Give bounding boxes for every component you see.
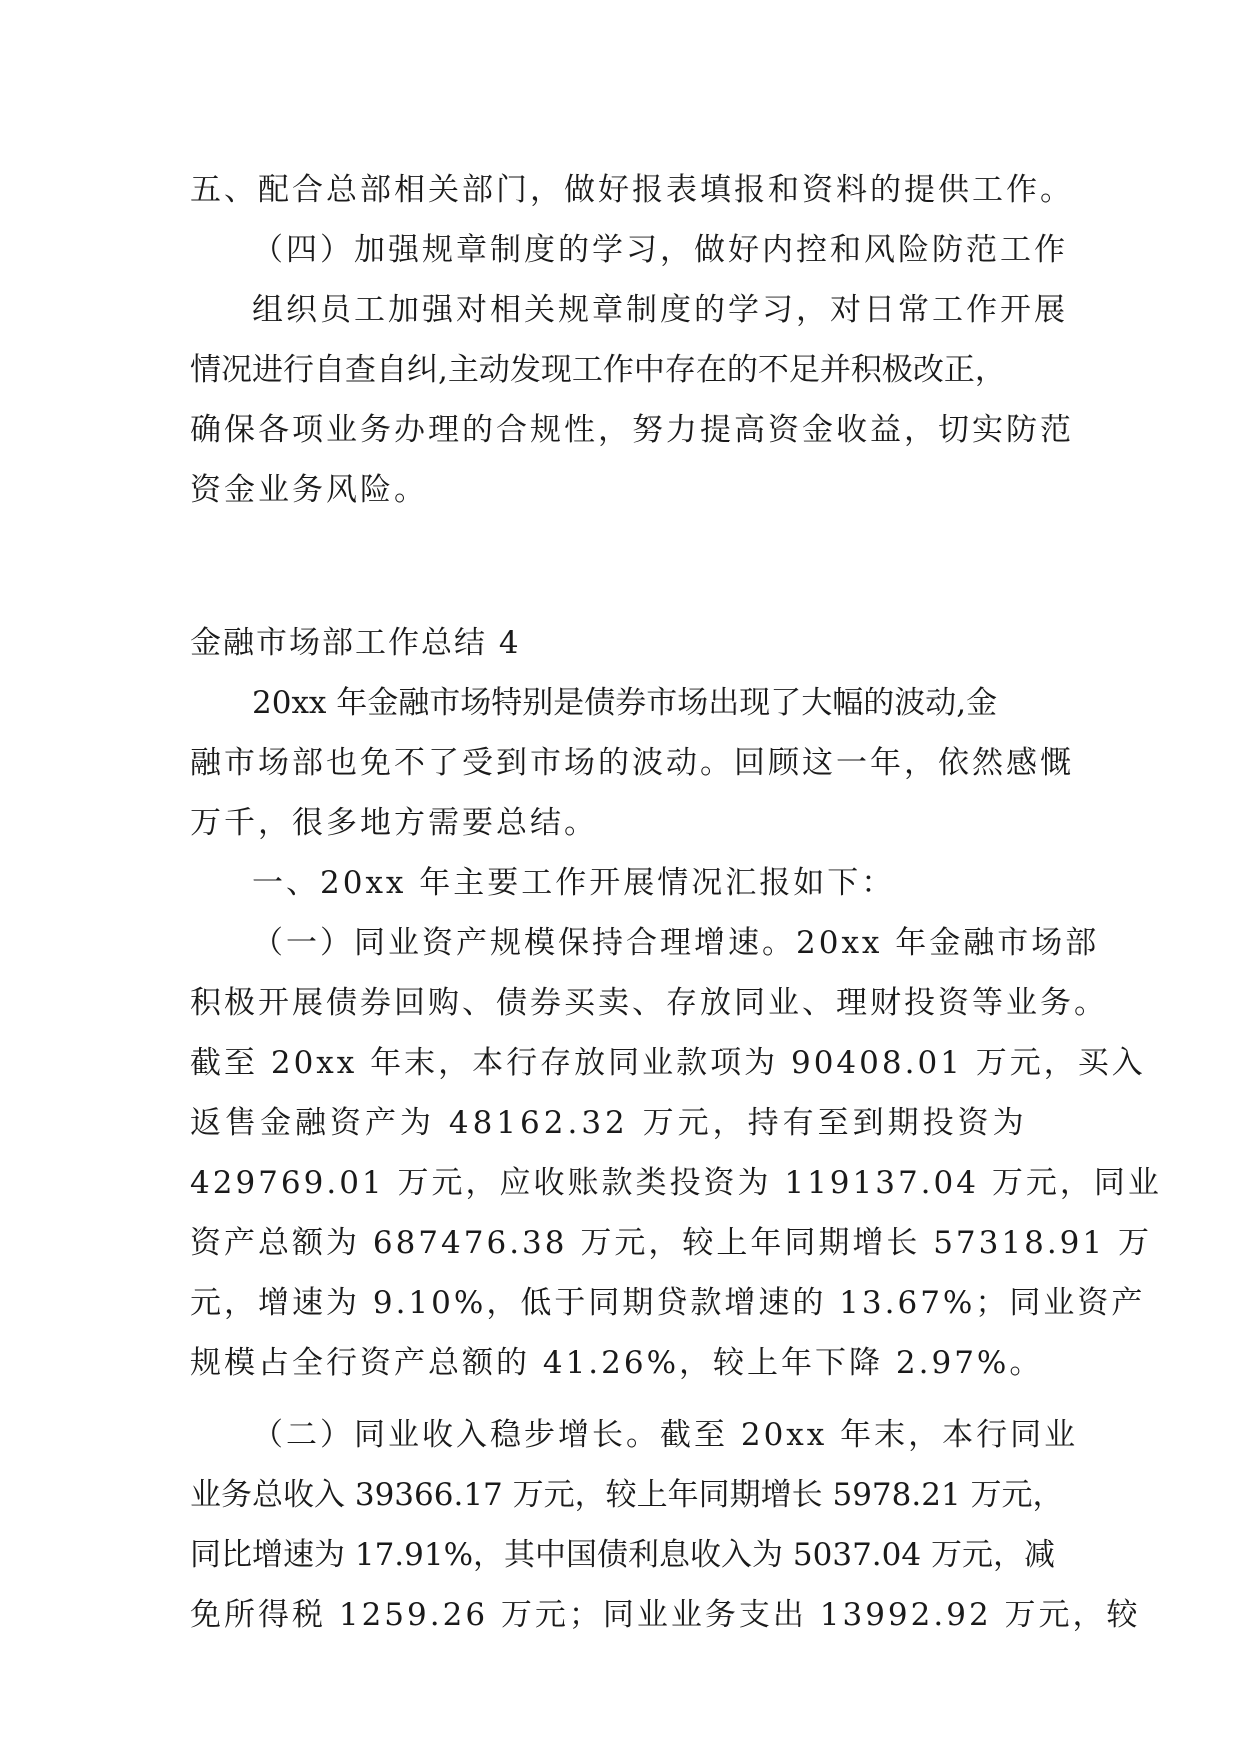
paragraph-line: 返售金融资产为 48162.32 万元，持有至到期投资为 [190,1105,1028,1141]
section-gap [190,520,1062,613]
document-body [190,160,1162,1645]
paragraph-line: （一）同业资产规模保持合理增速。20xx 年金融市场部 [252,925,1100,961]
paragraph-gap [190,1393,1062,1405]
paragraph-line: 情况进行自查自纠,主动发现工作中存在的不足并积极改正， [190,352,1006,388]
paragraph-line: 免所得税 1259.26 万元；同业业务支出 13992.92 万元，较 [190,1597,1141,1633]
section-heading: （四）加强规章制度的学习，做好内控和风险防范工作 [252,232,1068,268]
paragraph-line: （二）同业收入稳步增长。截至 20xx 年末，本行同业 [252,1417,1079,1453]
paragraph-line: 元，增速为 9.10%，低于同期贷款增速的 13.67%；同业资产 [190,1285,1146,1321]
paragraph-line: 资产总额为 687476.38 万元，较上年同期增长 57318.91 万 [190,1225,1152,1261]
paragraph-line: 组织员工加强对相关规章制度的学习，对日常工作开展 [252,292,1068,328]
paragraph-line: 规模占全行资产总额的 41.26%，较上年下降 2.97%。 [190,1345,1044,1381]
paragraph-line: 业务总收入 39366.17 万元，较上年同期增长 5978.21 万元， [190,1477,1064,1513]
paragraph-line: 五、配合总部相关部门，做好报表填报和资料的提供工作。 [190,172,1074,208]
paragraph-line: 确保各项业务办理的合规性，努力提高资金收益，切实防范 [190,412,1074,448]
paragraph-line: 截至 20xx 年末，本行存放同业款项为 90408.01 万元，买入 [190,1045,1146,1081]
section-heading: 一、20xx 年主要工作开展情况汇报如下： [252,865,896,901]
paragraph-line: 资金业务风险。 [190,472,428,508]
paragraph-line: 429769.01 万元，应收账款类投资为 119137.04 万元，同业 [190,1165,1162,1201]
document-section-title: 金融市场部工作总结 4 [190,625,521,661]
paragraph-line: 万千，很多地方需要总结。 [190,805,598,841]
paragraph-line: 积极开展债券回购、债券买卖、存放同业、理财投资等业务。 [190,985,1108,1021]
paragraph-line: 融市场部也免不了受到市场的波动。回顾这一年，依然感慨 [190,745,1074,781]
paragraph-line: 同比增速为 17.91%，其中国债利息收入为 5037.04 万元，减 [190,1537,1055,1573]
paragraph-line: 20xx 年金融市场特别是债券市场出现了大幅的波动,金 [252,685,998,721]
